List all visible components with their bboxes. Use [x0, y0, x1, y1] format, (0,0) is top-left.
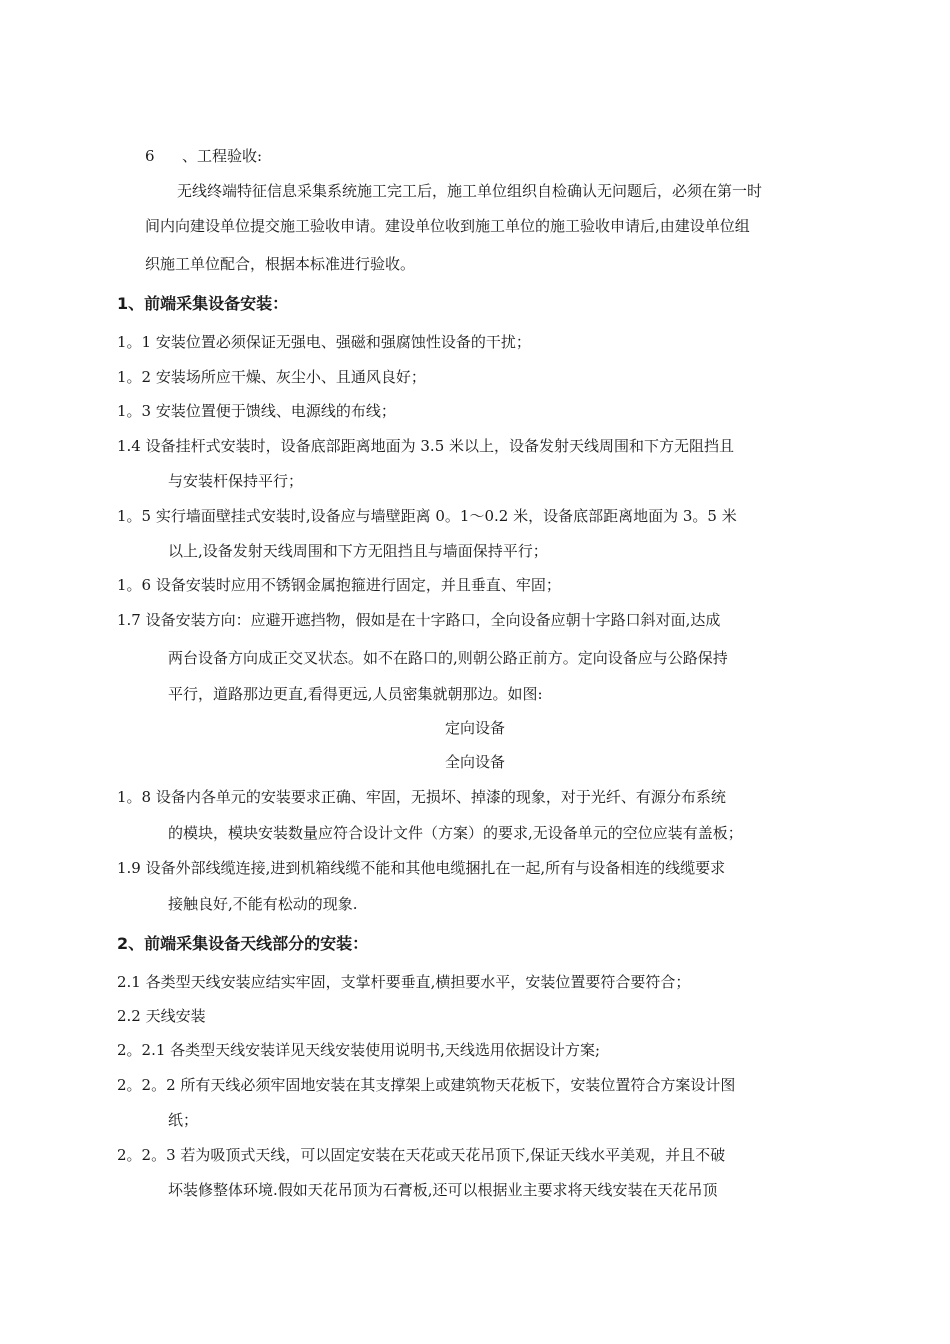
list-item-continuation: 纸；	[168, 1111, 199, 1129]
paragraph-line: 无线终端特征信息采集系统施工完工后，施工单位组织自检确认无问题后，必须在第一时	[177, 182, 763, 200]
figure-label-omni: 全向设备	[444, 753, 505, 771]
list-item: 2.1 各类型天线安装应结实牢固，支掌杆要垂直,横担要水平，安装位置要符合要符合；	[117, 973, 691, 991]
figure-label-directional: 定向设备	[444, 719, 505, 737]
list-item: 2.2 天线安装	[117, 1007, 206, 1025]
list-item-continuation: 的模块，模块安装数量应符合设计文件（方案）的要求,无设备单元的空位应装有盖板；	[168, 824, 743, 842]
section-heading-1: 1、前端采集设备安装：	[117, 294, 289, 313]
list-item: 1.7 设备安装方向：应避开遮挡物，假如是在十字路口，全向设备应朝十字路口斜对面,达成	[117, 611, 721, 629]
list-item: 2。2.1 各类型天线安装详见天线安装使用说明书,天线选用依据设计方案;	[117, 1041, 600, 1059]
list-item: 1。1 安装位置必须保证无强电、强磁和强腐蚀性设备的干扰；	[117, 333, 531, 351]
list-item: 1。3 安装位置便于馈线、电源线的布线；	[117, 402, 396, 420]
list-item: 1.9 设备外部线缆连接,进到机箱线缆不能和其他电缆捆扎在一起,所有与设备相连的线缆要求	[117, 859, 726, 877]
list-item-continuation: 与安装杆保持平行；	[168, 472, 304, 490]
list-item: 1。5 实行墙面壁挂式安装时,设备应与墙壁距离 0。1～0.2 米，设备底部距离地面为 3。5 米	[117, 507, 737, 525]
section-number: 6	[145, 147, 155, 165]
list-item-continuation: 以上,设备发射天线周围和下方无阻挡且与墙面保持平行；	[168, 542, 548, 560]
list-item-continuation: 坏装修整体环境.假如天花吊顶为石膏板,还可以根据业主要求将天线安装在天花吊顶	[168, 1181, 718, 1199]
paragraph-line: 间内向建设单位提交施工验收申请。建设单位收到施工单位的施工验收申请后,由建设单位组	[145, 217, 750, 235]
list-item-continuation: 接触良好,不能有松动的现象.	[168, 895, 358, 913]
list-item: 1。8 设备内各单元的安装要求正确、牢固，无损坏、掉漆的现象，对于光纤、有源分布系统	[117, 788, 726, 806]
list-item-continuation: 平行，道路那边更直,看得更远,人员密集就朝那边。如图:	[168, 685, 543, 703]
list-item: 2。2。3 若为吸顶式天线，可以固定安装在天花或天花吊顶下,保证天线水平美观，并且不破	[117, 1146, 726, 1164]
paragraph-line: 织施工单位配合，根据本标准进行验收。	[145, 255, 416, 273]
list-item: 1。6 设备安装时应用不锈钢金属抱箍进行固定，并且垂直、牢固；	[117, 576, 561, 594]
list-item-continuation: 两台设备方向成正交叉状态。如不在路口的,则朝公路正前方。定向设备应与公路保持	[168, 649, 728, 667]
list-item: 1。2 安装场所应干燥、灰尘小、且通风良好；	[117, 368, 426, 386]
list-item: 1.4 设备挂杆式安装时，设备底部距离地面为 3.5 米以上，设备发射天线周围和下方无阻挡且	[117, 437, 735, 455]
section-heading-2: 2、前端采集设备天线部分的安装：	[117, 934, 369, 953]
list-item: 2。2。2 所有天线必须牢固地安装在其支撑架上或建筑物天花板下，安装位置符合方案设计图	[117, 1076, 736, 1094]
section-title: 、工程验收:	[182, 147, 263, 165]
